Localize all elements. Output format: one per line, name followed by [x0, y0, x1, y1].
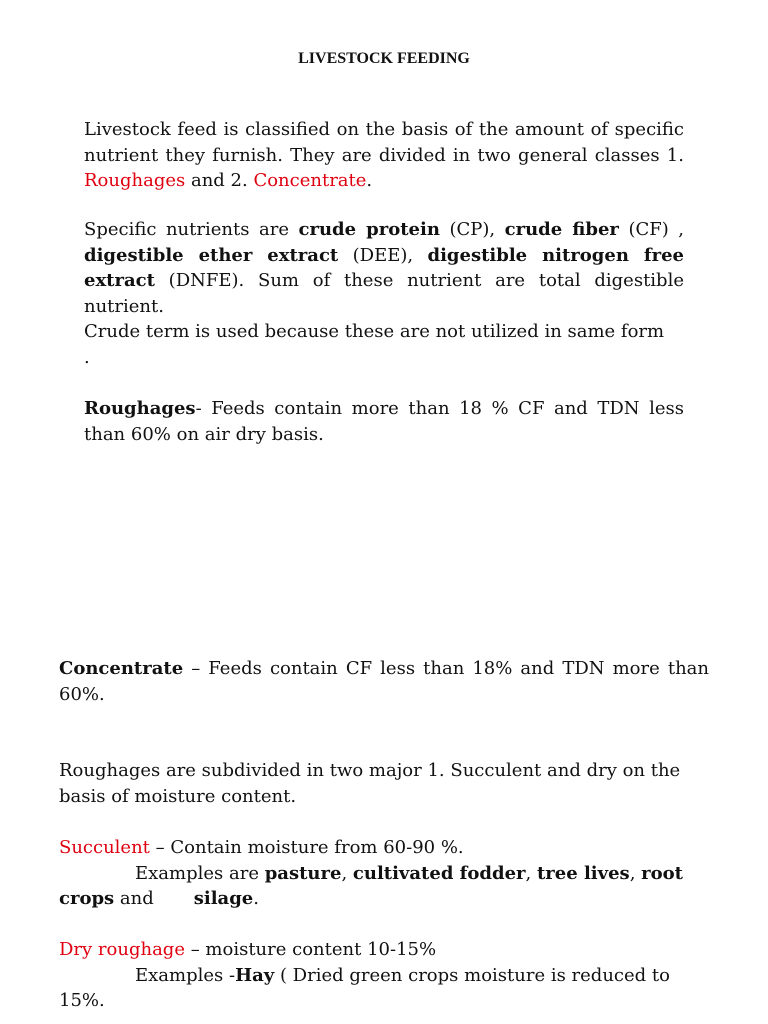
separator-3: , — [629, 862, 642, 884]
concentrate-term: Concentrate — [253, 170, 367, 191]
dry-roughage-paragraph — [59, 937, 709, 1014]
intro-text-a: Livestock feed is classified on the basis of the amount of specific nutrient they furnish. They are divided in two general classes 1. — [84, 119, 684, 166]
silage-term: silage — [193, 888, 254, 909]
dee-term: digestible ether extract — [84, 244, 339, 266]
crude-term-line2: . — [84, 346, 90, 368]
succulent-paragraph — [59, 835, 709, 912]
nutrients-text-2: (CP), — [439, 219, 505, 240]
intro-text-c: . — [366, 170, 373, 191]
tree-lives-term: tree lives — [536, 862, 630, 884]
concentrate-heading: Concentrate — [59, 658, 184, 679]
succulent-examples-prefix: Examples are — [135, 862, 265, 884]
intro-paragraph — [84, 117, 684, 194]
nutrients-text-1: Specific nutrients are — [84, 219, 299, 240]
concentrate-definition — [59, 656, 709, 707]
dry-roughage-term: Dry roughage — [59, 939, 185, 960]
roughages-definition-text: - Feeds contain more than 18 % CF and TDN less than 60% on air dry basis. — [84, 398, 684, 445]
crude-protein-term: crude protein — [298, 219, 440, 240]
roughages-term: Roughages — [84, 170, 186, 191]
dnfe-term: digestible nitrogen free extract — [84, 244, 684, 291]
nutrients-text-3: (CF) , — [618, 219, 685, 240]
separator-1: , — [341, 862, 353, 884]
hay-text: ( Dried green crops moisture is reduced to 15%. — [59, 964, 670, 1011]
page-title: LIVESTOCK FEEDING — [298, 50, 470, 67]
separator-and: and — [114, 888, 154, 909]
nutrients-text-5: (DNFE). Sum of these nutrient are total digestible nutrient. — [84, 270, 684, 317]
pasture-term: pasture — [264, 862, 342, 884]
dry-examples-prefix: Examples - — [135, 964, 236, 986]
intro-text-b: and 2. — [185, 170, 254, 191]
hay-term: Hay — [235, 964, 275, 986]
separator-2: , — [525, 862, 537, 884]
crude-term-paragraph — [84, 319, 684, 370]
concentrate-definition-text: – Feeds contain CF less than 18% and TDN more than 60%. — [59, 658, 709, 705]
cultivated-fodder-term: cultivated fodder — [352, 862, 526, 884]
roughages-heading: Roughages — [84, 398, 196, 419]
nutrients-text-4: (DEE), — [338, 244, 428, 266]
root-crops-term: root crops — [59, 862, 683, 909]
roughages-definition — [84, 396, 684, 447]
nutrients-paragraph — [84, 217, 684, 319]
crude-term-line1: Crude term is used because these are not utilized in same form — [84, 321, 665, 342]
dry-roughage-text: – moisture content 10-15% — [184, 939, 437, 960]
separator-end: . — [253, 888, 259, 909]
succulent-text: – Contain moisture from 60-90 %. — [149, 837, 464, 858]
crude-fiber-term: crude fiber — [504, 219, 619, 240]
subdivision-paragraph: Roughages are subdivided in two major 1. Succulent and dry on the basis of moisture content. — [59, 760, 681, 807]
succulent-term: Succulent — [59, 837, 150, 858]
